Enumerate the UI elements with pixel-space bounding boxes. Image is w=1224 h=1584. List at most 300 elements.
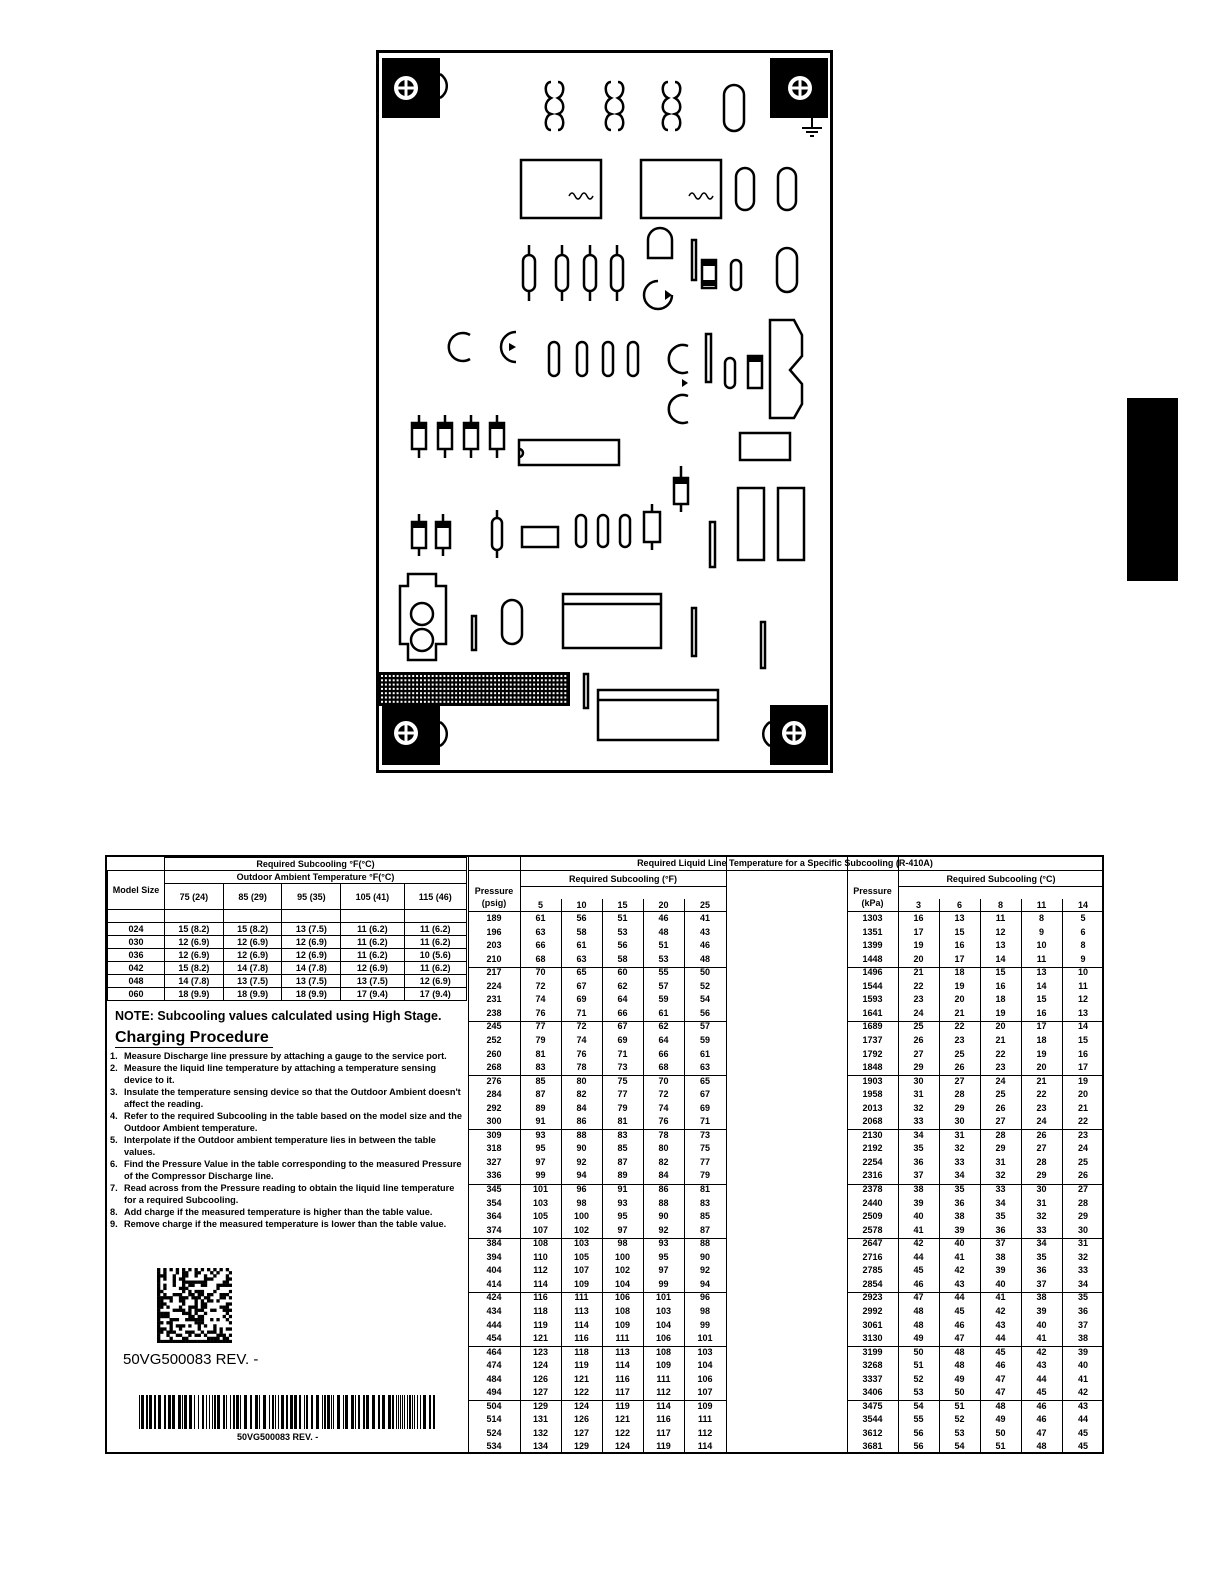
c-table-cell: 40 — [913, 1211, 924, 1222]
value-cell: 10 (5.6) — [404, 949, 466, 962]
c-table-cell: 39 — [995, 1265, 1006, 1276]
value-cell: 14 (7.8) — [223, 962, 282, 975]
f-column-header: 10 — [576, 900, 587, 910]
datamatrix-code-icon — [157, 1268, 232, 1343]
f-table-cell: 75 — [617, 1075, 628, 1086]
f-table-cell: 59 — [658, 994, 669, 1005]
c-table-cell: 41 — [995, 1292, 1006, 1303]
f-table-cell: 81 — [699, 1184, 710, 1194]
c-table-cell: 42 — [995, 1305, 1006, 1316]
c-table-cell: 40 — [1036, 1319, 1047, 1330]
f-table-cell: 68 — [535, 953, 546, 964]
f-table-cell: 63 — [576, 953, 587, 964]
mounting-hole-icon — [382, 705, 447, 765]
f-table-cell: 119 — [533, 1319, 548, 1330]
f-table-cell: 59 — [699, 1034, 710, 1045]
ambient-column-header: 95 (35) — [282, 884, 341, 910]
f-table-cell: 66 — [617, 1007, 628, 1018]
c-table-cell: 17 — [1036, 1021, 1047, 1032]
c-table-cell: 35 — [954, 1184, 965, 1194]
f-table-cell: 111 — [615, 1333, 630, 1344]
f-table-cell: 454 — [486, 1333, 502, 1344]
terminal-strip — [378, 672, 570, 706]
f-table-cell: 116 — [533, 1292, 548, 1303]
c-table-cell: 27 — [995, 1116, 1006, 1127]
f-table-cell: 103 — [697, 1346, 713, 1357]
c-table-cell: 53 — [954, 1427, 965, 1438]
c-table-cell: 26 — [1077, 1170, 1088, 1181]
c-table-cell: 44 — [1077, 1414, 1088, 1425]
model-cell: 060 — [108, 988, 165, 1001]
c-table-cell: 1351 — [862, 926, 883, 937]
c-table-cell: 3612 — [862, 1427, 883, 1438]
f-table-cell: 354 — [486, 1197, 502, 1208]
c-table-cell: 3337 — [862, 1373, 883, 1384]
f-table-cell: 80 — [658, 1143, 669, 1154]
c-table-cell: 50 — [995, 1427, 1006, 1438]
f-table-cell: 62 — [658, 1021, 669, 1032]
c-table-cell: 1737 — [862, 1034, 883, 1045]
c-table-cell: 36 — [995, 1224, 1006, 1235]
c-table-cell: 20 — [1077, 1089, 1088, 1100]
ambient-column-header: 75 (24) — [165, 884, 224, 910]
c-table-cell: 26 — [954, 1062, 965, 1073]
step-number: 7. — [110, 1183, 118, 1193]
list-item — [110, 1134, 465, 1158]
c-table-cell: 45 — [995, 1346, 1006, 1357]
list-item — [110, 1050, 465, 1062]
f-table-cell: 68 — [658, 1062, 669, 1073]
f-table-cell: 82 — [576, 1089, 587, 1100]
value-cell: 15 (8.2) — [165, 923, 224, 936]
c-table-cell: 54 — [954, 1441, 965, 1452]
c-table-cell: 48 — [954, 1360, 965, 1371]
value-cell: 12 (6.9) — [223, 949, 282, 962]
psig-header: (psig) — [481, 898, 507, 908]
c-table-cell: 29 — [1077, 1211, 1088, 1222]
f-table-cell: 72 — [658, 1089, 669, 1100]
f-table-cell: 58 — [576, 926, 587, 937]
f-table-cell: 86 — [658, 1184, 669, 1194]
table-row — [108, 975, 467, 988]
c-table-cell: 50 — [913, 1346, 924, 1357]
c-table-cell: 46 — [1036, 1414, 1047, 1425]
f-table-cell: 98 — [576, 1197, 587, 1208]
c-table-cell: 36 — [1036, 1265, 1047, 1276]
f-table-cell: 92 — [576, 1156, 587, 1167]
step-text: Interpolate if the Outdoor ambient temperature lies in between the table values. — [124, 1135, 436, 1157]
c-table-cell: 1399 — [862, 940, 883, 951]
step-number: 4. — [110, 1111, 118, 1121]
f-table-cell: 111 — [656, 1373, 671, 1384]
f-table-cell: 81 — [535, 1048, 546, 1059]
c-table-cell: 28 — [1077, 1197, 1088, 1208]
f-table-cell: 116 — [615, 1373, 630, 1384]
c-table-cell: 23 — [913, 994, 924, 1005]
c-table-cell: 46 — [1036, 1400, 1047, 1411]
c-table-cell: 45 — [1077, 1441, 1088, 1452]
f-table-cell: 132 — [532, 1427, 549, 1438]
f-table-cell: 56 — [699, 1007, 710, 1018]
c-table-cell: 1848 — [862, 1062, 883, 1073]
f-table-cell: 63 — [699, 1062, 710, 1073]
c-table-cell: 19 — [1077, 1075, 1088, 1086]
f-table-cell: 62 — [617, 980, 628, 991]
f-table-cell: 54 — [699, 994, 710, 1005]
step-text: Refer to the required Subcooling in the table based on the model size and the Outdoor Ambient temperature. — [124, 1111, 462, 1133]
c-table-cell: 38 — [913, 1184, 924, 1194]
c-table-cell: 19 — [995, 1007, 1006, 1018]
c-table-cell: 34 — [954, 1170, 965, 1181]
value-cell: 15 (8.2) — [223, 923, 282, 936]
f-table-cell: 85 — [699, 1211, 710, 1222]
value-cell: 12 (6.9) — [282, 936, 341, 949]
c-table-cell: 26 — [1036, 1129, 1047, 1140]
value-cell: 13 (7.5) — [223, 975, 282, 988]
c-table-cell: 15 — [954, 926, 965, 937]
c-table-cell: 49 — [995, 1414, 1006, 1425]
f-table-cell: 276 — [486, 1075, 502, 1086]
c-table-cell: 37 — [995, 1238, 1006, 1249]
c-table-cell: 37 — [1077, 1319, 1088, 1330]
c-table-cell: 2316 — [862, 1170, 883, 1181]
c-table-cell: 31 — [1036, 1197, 1047, 1208]
c-table-cell: 39 — [954, 1224, 965, 1235]
c-table-cell: 33 — [995, 1184, 1006, 1194]
c-table-cell: 34 — [1036, 1238, 1047, 1249]
c-table-cell: 17 — [1077, 1062, 1088, 1073]
f-table-cell: 100 — [614, 1251, 631, 1262]
f-table-cell: 57 — [658, 980, 669, 991]
model-size-header: Model Size — [108, 871, 165, 910]
f-table-cell: 108 — [614, 1305, 631, 1316]
f-table-cell: 74 — [535, 994, 546, 1005]
f-table-cell: 414 — [486, 1278, 502, 1289]
f-table-cell: 113 — [574, 1305, 589, 1316]
c-table-cell: 35 — [1077, 1292, 1088, 1303]
value-cell: 12 (6.9) — [223, 936, 282, 949]
f-table-cell: 85 — [617, 1143, 628, 1154]
value-cell: 17 (9.4) — [404, 988, 466, 1001]
c-table-cell: 3406 — [862, 1387, 883, 1398]
c-table-cell: 41 — [1036, 1333, 1047, 1344]
f-table-cell: 109 — [573, 1278, 590, 1289]
f-table-cell: 76 — [658, 1116, 669, 1127]
value-cell: 14 (7.8) — [165, 975, 224, 988]
f-table-cell: 114 — [656, 1400, 671, 1411]
f-table-cell: 119 — [615, 1400, 630, 1411]
c-table-cell: 21 — [954, 1007, 965, 1018]
c-table-cell: 18 — [1036, 1034, 1047, 1045]
f-table-cell: 106 — [697, 1373, 713, 1384]
psig-header: Pressure — [474, 886, 514, 896]
f-table-cell: 79 — [535, 1034, 546, 1045]
f-table-cell: 121 — [573, 1373, 590, 1384]
f-table-cell: 109 — [697, 1400, 713, 1411]
c-table-cell: 1641 — [862, 1007, 883, 1018]
c-table-cell: 41 — [1077, 1373, 1088, 1384]
value-cell: 13 (7.5) — [341, 975, 404, 988]
c-table-cell: 2254 — [862, 1156, 883, 1167]
c-table-cell: 47 — [954, 1333, 965, 1344]
f-table-cell: 464 — [486, 1346, 502, 1357]
c-table-cell: 28 — [1036, 1156, 1047, 1167]
f-table-cell: 79 — [699, 1170, 710, 1181]
f-table-cell: 101 — [532, 1184, 549, 1194]
f-table-cell: 114 — [574, 1319, 589, 1330]
c-table-cell: 43 — [995, 1319, 1006, 1330]
c-table-cell: 2068 — [862, 1116, 883, 1127]
f-table-cell: 77 — [699, 1156, 710, 1167]
c-table-cell: 2130 — [862, 1129, 883, 1140]
c-table-cell: 51 — [954, 1400, 965, 1411]
c-table-cell: 17 — [913, 926, 924, 937]
c-table-cell: 49 — [954, 1373, 965, 1384]
step-number: 3. — [110, 1087, 118, 1097]
f-table-cell: 514 — [486, 1414, 502, 1425]
c-table-cell: 39 — [1077, 1346, 1088, 1357]
f-table-cell: 345 — [486, 1184, 502, 1194]
f-table-cell: 79 — [617, 1102, 628, 1113]
f-table-cell: 57 — [699, 1021, 710, 1032]
c-table-cell: 11 — [995, 913, 1006, 923]
c-table-cell: 12 — [995, 926, 1006, 937]
f-table-cell: 64 — [658, 1034, 669, 1045]
f-table-cell: 41 — [699, 913, 710, 923]
f-table-cell: 292 — [486, 1102, 502, 1113]
f-table-cell: 97 — [617, 1224, 628, 1235]
f-table-cell: 97 — [658, 1265, 669, 1276]
c-table-cell: 43 — [954, 1278, 965, 1289]
c-table-cell: 48 — [954, 1346, 965, 1357]
note-text: NOTE: Subcooling values calculated using High Stage. — [115, 1009, 442, 1023]
part-number: 50VG500083 REV. - — [123, 1351, 259, 1368]
f-table-cell: 116 — [574, 1333, 589, 1344]
c-table-cell: 31 — [995, 1156, 1006, 1167]
c-table-cell: 32 — [1036, 1211, 1047, 1222]
f-table-cell: 81 — [617, 1116, 628, 1127]
f-table-cell: 444 — [486, 1319, 502, 1330]
f-table-cell: 91 — [617, 1184, 628, 1194]
c-table-cell: 10 — [1036, 940, 1047, 951]
c-table-cell: 2440 — [862, 1197, 883, 1208]
c-table-cell: 13 — [995, 940, 1006, 951]
f-table-cell: 70 — [658, 1075, 669, 1086]
f-table-cell: 91 — [535, 1116, 546, 1127]
c-column-header: 11 — [1036, 900, 1047, 910]
f-table-cell: 88 — [699, 1238, 710, 1249]
f-table-cell: 126 — [573, 1414, 590, 1425]
c-column-header: 14 — [1077, 900, 1088, 910]
step-text: Find the Pressure Value in the table corresponding to the measured Pressure of the Compressor Discharge line. — [124, 1159, 462, 1181]
c-table-cell: 16 — [1077, 1048, 1088, 1059]
f-table-cell: 127 — [532, 1387, 549, 1398]
table-rule — [468, 870, 1102, 871]
value-cell: 11 (6.2) — [341, 936, 404, 949]
f-table-cell: 309 — [486, 1129, 502, 1140]
c-table-cell: 23 — [1036, 1102, 1047, 1113]
f-table-cell: 196 — [486, 926, 502, 937]
c-table-cell: 16 — [913, 913, 924, 923]
table-row — [108, 923, 467, 936]
c-table-cell: 6 — [1080, 926, 1086, 937]
c-table-cell: 36 — [1077, 1305, 1088, 1316]
f-table-cell: 122 — [573, 1387, 590, 1398]
f-table-cell: 121 — [532, 1333, 549, 1344]
table-rule — [520, 886, 726, 887]
c-table-cell: 44 — [1036, 1373, 1047, 1384]
f-table-cell: 210 — [486, 953, 502, 964]
f-table-cell: 114 — [533, 1278, 548, 1289]
f-table-cell: 66 — [658, 1048, 669, 1059]
f-table-cell: 46 — [658, 913, 669, 923]
c-table-cell: 46 — [995, 1360, 1006, 1371]
f-table-cell: 121 — [614, 1414, 631, 1425]
f-table-cell: 84 — [576, 1102, 587, 1113]
c-table-cell: 45 — [1036, 1387, 1047, 1398]
c-table-cell: 22 — [995, 1048, 1006, 1059]
f-table-cell: 67 — [576, 980, 587, 991]
c-table-cell: 29 — [1036, 1170, 1047, 1181]
f-table-cell: 93 — [617, 1197, 628, 1208]
c-table-cell: 23 — [1077, 1129, 1088, 1140]
f-table-cell: 66 — [535, 940, 546, 951]
c-table-cell: 33 — [913, 1116, 924, 1127]
c-table-cell: 30 — [1036, 1184, 1047, 1194]
step-number: 5. — [110, 1135, 118, 1145]
table-rule — [468, 911, 726, 912]
f-column-header: 25 — [699, 900, 710, 910]
c-table-cell: 14 — [1077, 1021, 1088, 1032]
f-table-cell: 92 — [658, 1224, 669, 1235]
value-cell: 15 (8.2) — [165, 962, 224, 975]
f-column-header: 5 — [537, 900, 543, 910]
f-table-cell: 88 — [658, 1197, 669, 1208]
f-table-cell: 101 — [655, 1292, 672, 1303]
f-table-cell: 129 — [532, 1400, 549, 1411]
c-table-cell: 2716 — [862, 1251, 883, 1262]
c-table-cell: 44 — [913, 1251, 924, 1262]
f-table-cell: 110 — [533, 1251, 548, 1262]
f-table-cell: 61 — [576, 940, 587, 951]
c-table-cell: 1544 — [862, 980, 883, 991]
barcode-icon — [139, 1395, 437, 1429]
subcooling-table-title: Required Subcooling °F(°C) — [165, 858, 467, 871]
f-table-cell: 107 — [573, 1265, 590, 1276]
mounting-hole-icon — [763, 705, 828, 765]
c-table-cell: 39 — [1036, 1305, 1047, 1316]
ambient-column-header: 105 (41) — [341, 884, 404, 910]
c-table-cell: 52 — [954, 1414, 965, 1425]
f-table-cell: 474 — [486, 1360, 502, 1371]
c-table-cell: 42 — [1036, 1346, 1047, 1357]
f-table-cell: 107 — [532, 1224, 549, 1235]
f-table-cell: 99 — [658, 1278, 669, 1289]
c-column-header: 6 — [956, 900, 962, 910]
value-cell: 18 (9.9) — [223, 988, 282, 1001]
f-table-cell: 504 — [486, 1400, 502, 1411]
f-table-cell: 99 — [535, 1170, 546, 1181]
model-cell: 024 — [108, 923, 165, 936]
f-table-cell: 98 — [699, 1305, 710, 1316]
c-table-cell: 1496 — [862, 967, 883, 978]
f-table-cell: 114 — [615, 1360, 630, 1371]
f-table-cell: 434 — [486, 1305, 502, 1316]
value-cell: 12 (6.9) — [404, 975, 466, 988]
table-rule — [847, 911, 1102, 912]
barcode-caption: 50VG500083 REV. - — [237, 1432, 319, 1442]
f-table-cell: 424 — [486, 1292, 502, 1303]
f-table-cell: 105 — [532, 1211, 549, 1222]
c-table-cell: 1958 — [862, 1089, 883, 1100]
f-table-cell: 94 — [699, 1278, 710, 1289]
f-table-cell: 76 — [576, 1048, 587, 1059]
f-table-cell: 118 — [574, 1346, 589, 1357]
c-table-cell: 19 — [1036, 1048, 1047, 1059]
c-table-cell: 3268 — [862, 1360, 883, 1371]
c-table-cell: 38 — [1077, 1333, 1088, 1344]
list-item — [110, 1182, 465, 1206]
f-table-cell: 56 — [617, 940, 628, 951]
step-text: Remove charge if the measured temperature is lower than the table value. — [124, 1219, 447, 1229]
c-table-cell: 42 — [954, 1265, 965, 1276]
c-table-cell: 34 — [1077, 1278, 1088, 1289]
c-table-cell: 37 — [1036, 1278, 1047, 1289]
c-table-cell: 32 — [913, 1102, 924, 1113]
c-table-cell: 42 — [1077, 1387, 1088, 1398]
c-table-cell: 48 — [995, 1400, 1006, 1411]
c-table-cell: 27 — [954, 1075, 965, 1086]
f-table-cell: 83 — [699, 1197, 710, 1208]
c-table-cell: 3681 — [862, 1441, 883, 1452]
c-table-cell: 26 — [913, 1034, 924, 1045]
c-table-cell: 1792 — [862, 1048, 883, 1059]
f-table-cell: 72 — [576, 1021, 587, 1032]
f-table-cell: 96 — [576, 1184, 587, 1194]
c-table-cell: 31 — [913, 1089, 924, 1100]
c-column-header: 3 — [915, 900, 921, 910]
c-table-cell: 43 — [1036, 1360, 1047, 1371]
list-item — [110, 1110, 465, 1134]
step-number: 8. — [110, 1207, 118, 1217]
value-cell: 14 (7.8) — [282, 962, 341, 975]
c-table-cell: 20 — [995, 1021, 1006, 1032]
value-cell: 18 (9.9) — [165, 988, 224, 1001]
f-table-cell: 85 — [535, 1075, 546, 1086]
table-row — [108, 936, 467, 949]
c-table-cell: 43 — [1077, 1400, 1088, 1411]
c-table-cell: 47 — [1036, 1427, 1047, 1438]
table-rule — [898, 886, 1104, 887]
c-table-cell: 48 — [913, 1319, 924, 1330]
f-table-cell: 58 — [617, 953, 628, 964]
c-table-cell: 40 — [995, 1278, 1006, 1289]
c-table-cell: 15 — [1077, 1034, 1088, 1045]
f-table-cell: 61 — [535, 913, 546, 923]
f-table-cell: 111 — [574, 1292, 589, 1303]
f-table-cell: 114 — [697, 1441, 713, 1452]
c-table-cell: 21 — [1077, 1102, 1088, 1113]
ambient-column-header: 115 (46) — [404, 884, 466, 910]
f-table-cell: 534 — [486, 1441, 502, 1452]
f-column-header: 15 — [617, 900, 628, 910]
c-table-cell: 48 — [913, 1305, 924, 1316]
c-table-cell: 20 — [954, 994, 965, 1005]
f-table-cell: 105 — [573, 1251, 590, 1262]
f-table-cell: 77 — [535, 1021, 546, 1032]
model-cell: 030 — [108, 936, 165, 949]
f-table-cell: 80 — [576, 1075, 587, 1086]
